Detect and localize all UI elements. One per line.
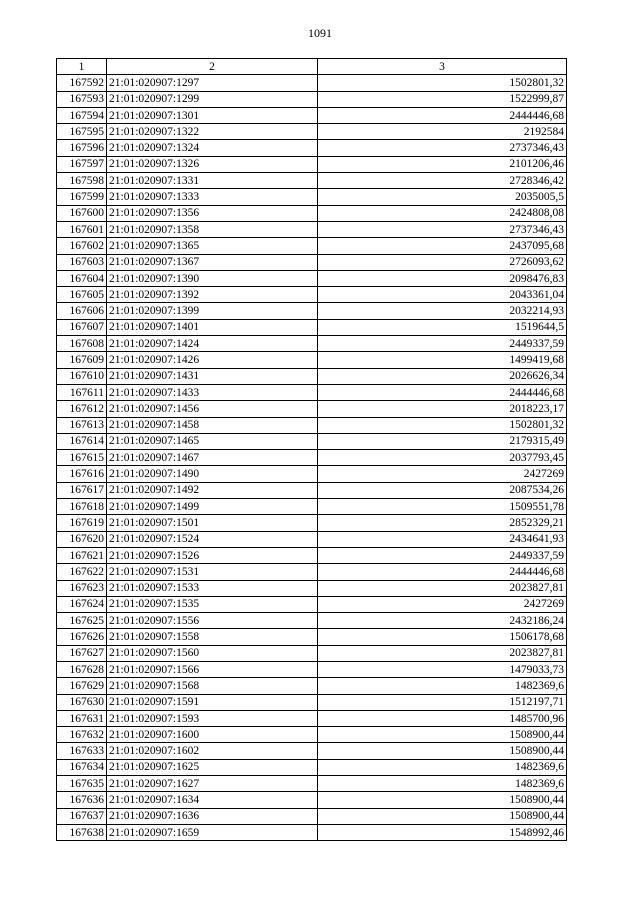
cadastral-value-table [56, 58, 567, 841]
cadastral-value-cell: 2434641,93 [318, 531, 567, 547]
row-number-cell: 167627 [57, 645, 107, 661]
cadastral-number-cell: 21:01:020907:1556 [107, 613, 318, 629]
row-number-cell: 167630 [57, 694, 107, 710]
cadastral-value-cell: 2737346,43 [318, 140, 567, 156]
cadastral-value-cell: 2432186,24 [318, 613, 567, 629]
row-number-cell: 167638 [57, 824, 107, 840]
cadastral-value-cell: 2179315,49 [318, 433, 567, 449]
table-row [57, 466, 567, 482]
cadastral-value-cell: 1508900,44 [318, 743, 567, 759]
row-number-cell: 167631 [57, 710, 107, 726]
cadastral-number-cell: 21:01:020907:1297 [107, 75, 318, 91]
cadastral-number-cell: 21:01:020907:1627 [107, 776, 318, 792]
row-number-cell: 167592 [57, 75, 107, 91]
table-row [57, 124, 567, 140]
table-row [57, 319, 567, 335]
table-row [57, 564, 567, 580]
row-number-cell: 167632 [57, 727, 107, 743]
column-header-2: 2 [107, 59, 318, 75]
cadastral-number-cell: 21:01:020907:1499 [107, 499, 318, 515]
cadastral-value-cell: 1506178,68 [318, 629, 567, 645]
cadastral-value-cell: 2101206,46 [318, 156, 567, 172]
cadastral-value-cell: 2192584 [318, 124, 567, 140]
table-row [57, 580, 567, 596]
row-number-cell: 167599 [57, 189, 107, 205]
table-row [57, 710, 567, 726]
cadastral-value-cell: 2427269 [318, 596, 567, 612]
cadastral-value-cell: 1482369,6 [318, 678, 567, 694]
cadastral-number-cell: 21:01:020907:1602 [107, 743, 318, 759]
table-row [57, 303, 567, 319]
row-number-cell: 167633 [57, 743, 107, 759]
cadastral-value-cell: 2023827,81 [318, 645, 567, 661]
column-header-3: 3 [318, 59, 567, 75]
table-row [57, 645, 567, 661]
table-row [57, 450, 567, 466]
row-number-cell: 167634 [57, 759, 107, 775]
cadastral-number-cell: 21:01:020907:1634 [107, 792, 318, 808]
cadastral-number-cell: 21:01:020907:1524 [107, 531, 318, 547]
table-row [57, 75, 567, 91]
cadastral-value-cell: 2098476,83 [318, 270, 567, 286]
row-number-cell: 167608 [57, 336, 107, 352]
row-number-cell: 167607 [57, 319, 107, 335]
row-number-cell: 167610 [57, 368, 107, 384]
table-row [57, 417, 567, 433]
cadastral-number-cell: 21:01:020907:1367 [107, 254, 318, 270]
cadastral-number-cell: 21:01:020907:1465 [107, 433, 318, 449]
row-number-cell: 167597 [57, 156, 107, 172]
table-row [57, 254, 567, 270]
table-row [57, 189, 567, 205]
cadastral-value-cell: 1485700,96 [318, 710, 567, 726]
row-number-cell: 167625 [57, 613, 107, 629]
table-row [57, 482, 567, 498]
cadastral-value-cell: 2087534,26 [318, 482, 567, 498]
table-row [57, 384, 567, 400]
row-number-cell: 167611 [57, 384, 107, 400]
table-row [57, 238, 567, 254]
cadastral-value-cell: 1502801,32 [318, 417, 567, 433]
cadastral-number-cell: 21:01:020907:1392 [107, 287, 318, 303]
row-number-cell: 167628 [57, 661, 107, 677]
cadastral-value-cell: 2018223,17 [318, 401, 567, 417]
row-number-cell: 167636 [57, 792, 107, 808]
table-row [57, 824, 567, 840]
cadastral-number-cell: 21:01:020907:1593 [107, 710, 318, 726]
cadastral-number-cell: 21:01:020907:1399 [107, 303, 318, 319]
table-row [57, 107, 567, 123]
table-row [57, 140, 567, 156]
cadastral-value-cell: 2449337,59 [318, 336, 567, 352]
row-number-cell: 167600 [57, 205, 107, 221]
row-number-cell: 167604 [57, 270, 107, 286]
table-row [57, 792, 567, 808]
cadastral-value-cell: 1512197,71 [318, 694, 567, 710]
row-number-cell: 167596 [57, 140, 107, 156]
table-row [57, 808, 567, 824]
table-row [57, 173, 567, 189]
cadastral-number-cell: 21:01:020907:1535 [107, 596, 318, 612]
cadastral-value-cell: 2043361,04 [318, 287, 567, 303]
cadastral-value-cell: 2449337,59 [318, 547, 567, 563]
row-number-cell: 167617 [57, 482, 107, 498]
table-row [57, 368, 567, 384]
table-row [57, 661, 567, 677]
cadastral-value-cell: 2726093,62 [318, 254, 567, 270]
row-number-cell: 167624 [57, 596, 107, 612]
table-row [57, 596, 567, 612]
cadastral-number-cell: 21:01:020907:1558 [107, 629, 318, 645]
row-number-cell: 167601 [57, 221, 107, 237]
row-number-cell: 167619 [57, 515, 107, 531]
table-row [57, 205, 567, 221]
table-header-row [57, 59, 567, 75]
row-number-cell: 167609 [57, 352, 107, 368]
cadastral-number-cell: 21:01:020907:1492 [107, 482, 318, 498]
table-row [57, 743, 567, 759]
table-row [57, 613, 567, 629]
cadastral-number-cell: 21:01:020907:1501 [107, 515, 318, 531]
cadastral-number-cell: 21:01:020907:1331 [107, 173, 318, 189]
table-row [57, 547, 567, 563]
table-row [57, 336, 567, 352]
cadastral-value-cell: 1499419,68 [318, 352, 567, 368]
table-body [57, 75, 567, 841]
row-number-cell: 167606 [57, 303, 107, 319]
row-number-cell: 167614 [57, 433, 107, 449]
row-number-cell: 167613 [57, 417, 107, 433]
row-number-cell: 167623 [57, 580, 107, 596]
row-number-cell: 167626 [57, 629, 107, 645]
cadastral-number-cell: 21:01:020907:1591 [107, 694, 318, 710]
cadastral-value-cell: 2444446,68 [318, 384, 567, 400]
cadastral-value-cell: 1482369,6 [318, 776, 567, 792]
row-number-cell: 167621 [57, 547, 107, 563]
table-row [57, 287, 567, 303]
cadastral-number-cell: 21:01:020907:1456 [107, 401, 318, 417]
table-row [57, 727, 567, 743]
row-number-cell: 167598 [57, 173, 107, 189]
row-number-cell: 167637 [57, 808, 107, 824]
cadastral-value-cell: 2035005,5 [318, 189, 567, 205]
cadastral-number-cell: 21:01:020907:1636 [107, 808, 318, 824]
row-number-cell: 167603 [57, 254, 107, 270]
cadastral-value-cell: 1522999,87 [318, 91, 567, 107]
cadastral-number-cell: 21:01:020907:1431 [107, 368, 318, 384]
cadastral-number-cell: 21:01:020907:1326 [107, 156, 318, 172]
row-number-cell: 167618 [57, 499, 107, 515]
cadastral-value-cell: 1508900,44 [318, 792, 567, 808]
cadastral-number-cell: 21:01:020907:1526 [107, 547, 318, 563]
column-header-1: 1 [57, 59, 107, 75]
cadastral-value-cell: 1519644,5 [318, 319, 567, 335]
table-row [57, 776, 567, 792]
cadastral-number-cell: 21:01:020907:1426 [107, 352, 318, 368]
cadastral-number-cell: 21:01:020907:1659 [107, 824, 318, 840]
cadastral-number-cell: 21:01:020907:1490 [107, 466, 318, 482]
cadastral-number-cell: 21:01:020907:1531 [107, 564, 318, 580]
row-number-cell: 167616 [57, 466, 107, 482]
cadastral-value-cell: 2037793,45 [318, 450, 567, 466]
table-row [57, 629, 567, 645]
cadastral-value-cell: 1508900,44 [318, 808, 567, 824]
cadastral-number-cell: 21:01:020907:1467 [107, 450, 318, 466]
cadastral-number-cell: 21:01:020907:1424 [107, 336, 318, 352]
cadastral-number-cell: 21:01:020907:1333 [107, 189, 318, 205]
table-row [57, 678, 567, 694]
cadastral-number-cell: 21:01:020907:1458 [107, 417, 318, 433]
cadastral-number-cell: 21:01:020907:1322 [107, 124, 318, 140]
table-row [57, 221, 567, 237]
cadastral-value-cell: 1508900,44 [318, 727, 567, 743]
row-number-cell: 167635 [57, 776, 107, 792]
cadastral-number-cell: 21:01:020907:1299 [107, 91, 318, 107]
cadastral-number-cell: 21:01:020907:1433 [107, 384, 318, 400]
cadastral-number-cell: 21:01:020907:1625 [107, 759, 318, 775]
cadastral-number-cell: 21:01:020907:1324 [107, 140, 318, 156]
table-row [57, 91, 567, 107]
cadastral-value-cell: 2427269 [318, 466, 567, 482]
row-number-cell: 167593 [57, 91, 107, 107]
cadastral-number-cell: 21:01:020907:1566 [107, 661, 318, 677]
row-number-cell: 167602 [57, 238, 107, 254]
row-number-cell: 167615 [57, 450, 107, 466]
cadastral-value-cell: 2852329,21 [318, 515, 567, 531]
cadastral-number-cell: 21:01:020907:1390 [107, 270, 318, 286]
cadastral-value-cell: 1482369,6 [318, 759, 567, 775]
cadastral-number-cell: 21:01:020907:1365 [107, 238, 318, 254]
cadastral-value-cell: 1479033,73 [318, 661, 567, 677]
cadastral-value-cell: 2023827,81 [318, 580, 567, 596]
table-row [57, 515, 567, 531]
row-number-cell: 167595 [57, 124, 107, 140]
cadastral-number-cell: 21:01:020907:1533 [107, 580, 318, 596]
row-number-cell: 167605 [57, 287, 107, 303]
cadastral-number-cell: 21:01:020907:1358 [107, 221, 318, 237]
cadastral-value-cell: 1548992,46 [318, 824, 567, 840]
cadastral-value-cell: 2737346,43 [318, 221, 567, 237]
cadastral-number-cell: 21:01:020907:1301 [107, 107, 318, 123]
cadastral-value-cell: 1509551,78 [318, 499, 567, 515]
cadastral-value-cell: 2444446,68 [318, 107, 567, 123]
cadastral-number-cell: 21:01:020907:1600 [107, 727, 318, 743]
cadastral-number-cell: 21:01:020907:1568 [107, 678, 318, 694]
page-number: 1091 [308, 26, 332, 40]
cadastral-value-cell: 2728346,42 [318, 173, 567, 189]
cadastral-number-cell: 21:01:020907:1401 [107, 319, 318, 335]
cadastral-value-cell: 2424808,08 [318, 205, 567, 221]
table-row [57, 433, 567, 449]
table-row [57, 270, 567, 286]
row-number-cell: 167594 [57, 107, 107, 123]
cadastral-value-cell: 2026626,34 [318, 368, 567, 384]
cadastral-number-cell: 21:01:020907:1560 [107, 645, 318, 661]
cadastral-value-cell: 2444446,68 [318, 564, 567, 580]
row-number-cell: 167629 [57, 678, 107, 694]
table-row [57, 401, 567, 417]
table-row [57, 759, 567, 775]
cadastral-value-cell: 2032214,93 [318, 303, 567, 319]
row-number-cell: 167620 [57, 531, 107, 547]
cadastral-value-cell: 2437095,68 [318, 238, 567, 254]
cadastral-number-cell: 21:01:020907:1356 [107, 205, 318, 221]
table-row [57, 499, 567, 515]
row-number-cell: 167622 [57, 564, 107, 580]
cadastral-value-cell: 1502801,32 [318, 75, 567, 91]
table-row [57, 694, 567, 710]
table-row [57, 531, 567, 547]
table-row [57, 352, 567, 368]
row-number-cell: 167612 [57, 401, 107, 417]
table-row [57, 156, 567, 172]
